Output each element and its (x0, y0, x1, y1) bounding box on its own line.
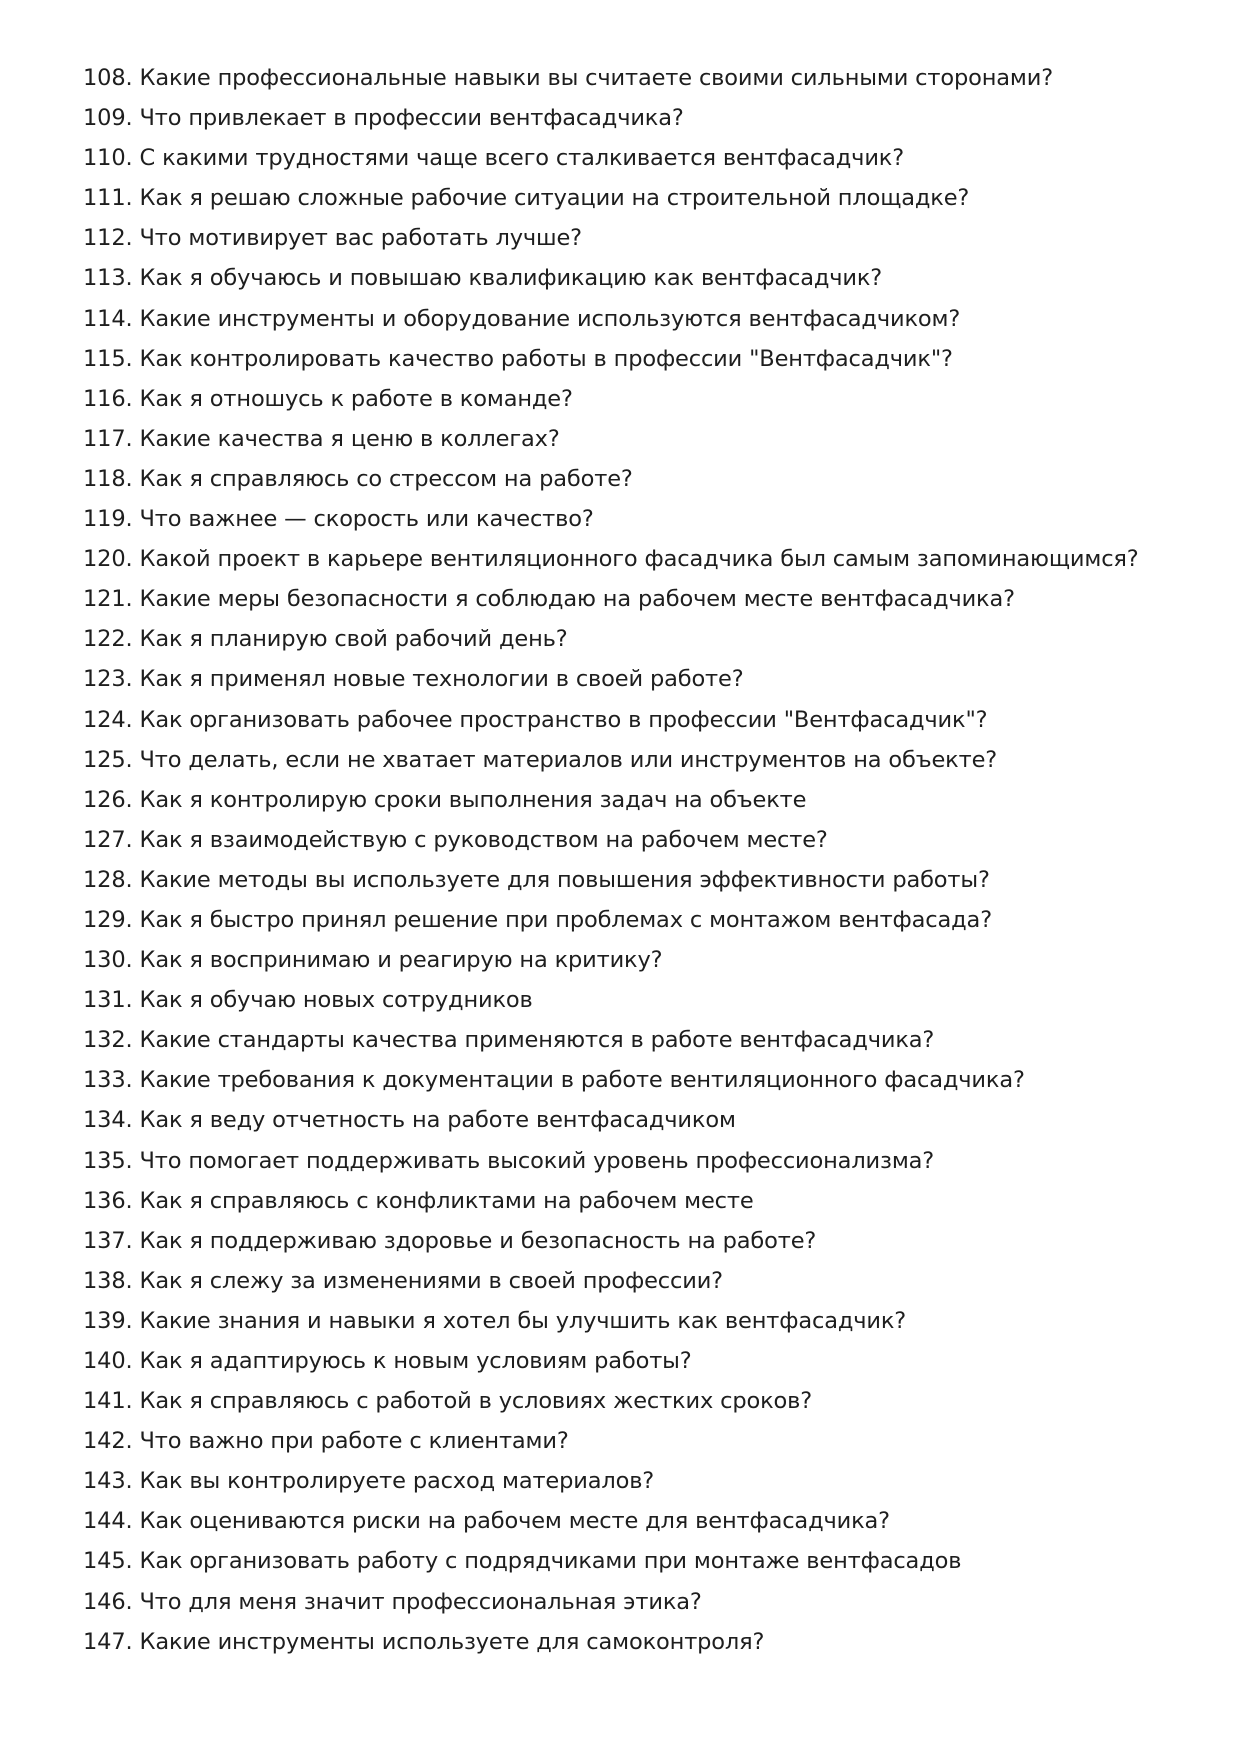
question-text: Как я поддерживаю здоровье и безопасность на работе? (139, 1227, 817, 1254)
list-item (83, 579, 1203, 619)
question-number: 117. (83, 425, 133, 452)
question-number: 145. (83, 1548, 133, 1575)
question-number: 126. (83, 786, 133, 813)
question-text: Что мотивирует вас работать лучше? (139, 225, 582, 252)
question-text: Как вы контролируете расход материалов? (139, 1468, 655, 1495)
list-item (83, 1221, 1203, 1261)
question-text: Какие качества я ценю в коллегах? (139, 425, 560, 452)
question-text: Как я контролирую сроки выполнения задач на объекте (139, 786, 807, 813)
question-number: 112. (83, 225, 133, 252)
question-number: 135. (83, 1147, 133, 1174)
list-item (83, 339, 1203, 379)
question-number: 122. (83, 626, 133, 653)
question-number: 115. (83, 345, 133, 372)
question-text: Как я быстро принял решение при проблемах с монтажом вентфасада? (139, 906, 992, 933)
question-text: Какие требования к документации в работе вентиляционного фасадчика? (139, 1067, 1025, 1094)
question-number: 118. (83, 465, 133, 492)
question-number: 132. (83, 1027, 133, 1054)
question-text: Что привлекает в профессии вентфасадчика? (139, 105, 684, 132)
list-item (83, 1501, 1203, 1541)
list-item (83, 459, 1203, 499)
question-number: 146. (83, 1588, 133, 1615)
question-text: Как я применял новые технологии в своей работе? (139, 666, 744, 693)
list-item (83, 860, 1203, 900)
list-item (83, 1060, 1203, 1100)
question-number: 131. (83, 987, 133, 1014)
list-item (83, 820, 1203, 860)
list-item (83, 539, 1203, 579)
question-number: 139. (83, 1307, 133, 1334)
question-number: 110. (83, 145, 133, 172)
question-number: 147. (83, 1628, 133, 1655)
question-number: 133. (83, 1067, 133, 1094)
question-list (83, 58, 1203, 1662)
question-text: Как организовать работу с подрядчиками при монтаже вентфасадов (139, 1548, 962, 1575)
question-number: 116. (83, 385, 133, 412)
question-text: Какие знания и навыки я хотел бы улучшить как вентфасадчик? (139, 1307, 907, 1334)
list-item (83, 659, 1203, 699)
question-text: Как я отношусь к работе в команде? (139, 385, 573, 412)
question-text: Как я слежу за изменениями в своей профессии? (139, 1267, 723, 1294)
list-item (83, 58, 1203, 98)
question-text: Как контролировать качество работы в профессии "Вентфасадчик"? (139, 345, 953, 372)
question-number: 111. (83, 185, 133, 212)
question-number: 127. (83, 826, 133, 853)
list-item (83, 980, 1203, 1020)
question-text: Как я справляюсь со стрессом на работе? (139, 465, 633, 492)
question-text: Как я справляюсь с работой в условиях жестких сроков? (139, 1388, 813, 1415)
list-item (83, 1141, 1203, 1181)
list-item (83, 1461, 1203, 1501)
question-text: Как я воспринимаю и реагирую на критику? (139, 947, 663, 974)
question-text: Как я веду отчетность на работе вентфасадчиком (139, 1107, 736, 1134)
list-item (83, 940, 1203, 980)
question-number: 114. (83, 305, 133, 332)
question-number: 113. (83, 265, 133, 292)
question-number: 137. (83, 1227, 133, 1254)
question-text: Что делать, если не хватает материалов или инструментов на объекте? (139, 746, 998, 773)
question-number: 143. (83, 1468, 133, 1495)
list-item (83, 1020, 1203, 1060)
list-item (83, 1181, 1203, 1221)
question-text: Что важно при работе с клиентами? (139, 1428, 569, 1455)
list-item (83, 218, 1203, 258)
list-item (83, 900, 1203, 940)
question-number: 121. (83, 586, 133, 613)
question-text: Как оцениваются риски на рабочем месте для вентфасадчика? (139, 1508, 890, 1535)
list-item (83, 1341, 1203, 1381)
list-item (83, 138, 1203, 178)
question-number: 136. (83, 1187, 133, 1214)
list-item (83, 379, 1203, 419)
question-number: 134. (83, 1107, 133, 1134)
question-text: Какой проект в карьере вентиляционного фасадчика был самым запоминающимся? (139, 546, 1139, 573)
list-item (83, 299, 1203, 339)
question-number: 129. (83, 906, 133, 933)
list-item (83, 499, 1203, 539)
question-text: Какие инструменты и оборудование используются вентфасадчиком? (139, 305, 961, 332)
question-text: Как я обучаю новых сотрудников (139, 987, 533, 1014)
question-text: Как я планирую свой рабочий день? (139, 626, 568, 653)
list-item (83, 419, 1203, 459)
question-text: Как я обучаюсь и повышаю квалификацию как вентфасадчик? (139, 265, 883, 292)
question-number: 125. (83, 746, 133, 773)
question-text: Какие меры безопасности я соблюдаю на рабочем месте вентфасадчика? (139, 586, 1015, 613)
question-number: 140. (83, 1348, 133, 1374)
list-item (83, 1582, 1203, 1622)
question-number: 144. (83, 1508, 133, 1535)
question-text: Что для меня значит профессиональная этика? (139, 1588, 702, 1615)
list-item (83, 1622, 1203, 1662)
question-number: 120. (83, 546, 133, 573)
question-text: Как я справляюсь с конфликтами на рабочем месте (139, 1187, 754, 1214)
question-text: Как я решаю сложные рабочие ситуации на строительной площадке? (139, 185, 970, 212)
question-text: Какие инструменты используете для самоконтроля? (139, 1628, 765, 1655)
list-item (83, 1100, 1203, 1140)
question-number: 119. (83, 506, 133, 533)
question-number: 130. (83, 947, 133, 974)
question-text: Как организовать рабочее пространство в профессии "Вентфасадчик"? (139, 706, 988, 733)
question-text: С какими трудностями чаще всего сталкивается вентфасадчик? (139, 145, 905, 172)
question-number: 123. (83, 666, 133, 693)
question-text: Как я адаптируюсь к новым условиям работы? (139, 1348, 692, 1374)
list-item (83, 700, 1203, 740)
question-number: 108. (83, 65, 133, 91)
question-text: Какие методы вы используете для повышения эффективности работы? (139, 866, 990, 893)
list-item (83, 1261, 1203, 1301)
list-item (83, 619, 1203, 659)
list-item (83, 258, 1203, 298)
question-number: 128. (83, 866, 133, 893)
question-text: Какие профессиональные навыки вы считаете своими сильными сторонами? (139, 65, 1054, 91)
question-text: Что помогает поддерживать высокий уровень профессионализма? (139, 1147, 935, 1174)
question-number: 109. (83, 105, 133, 132)
question-text: Какие стандарты качества применяются в работе вентфасадчика? (139, 1027, 935, 1054)
list-item (83, 1421, 1203, 1461)
list-item (83, 98, 1203, 138)
list-item (83, 740, 1203, 780)
question-number: 124. (83, 706, 133, 733)
list-item (83, 1541, 1203, 1581)
question-number: 142. (83, 1428, 133, 1455)
list-item (83, 780, 1203, 820)
question-number: 141. (83, 1388, 133, 1415)
question-text: Как я взаимодействую с руководством на рабочем месте? (139, 826, 828, 853)
question-text: Что важнее — скорость или качество? (139, 506, 594, 533)
list-item (83, 178, 1203, 218)
document-page (83, 58, 1203, 1662)
question-number: 138. (83, 1267, 133, 1294)
list-item (83, 1301, 1203, 1341)
list-item (83, 1381, 1203, 1421)
